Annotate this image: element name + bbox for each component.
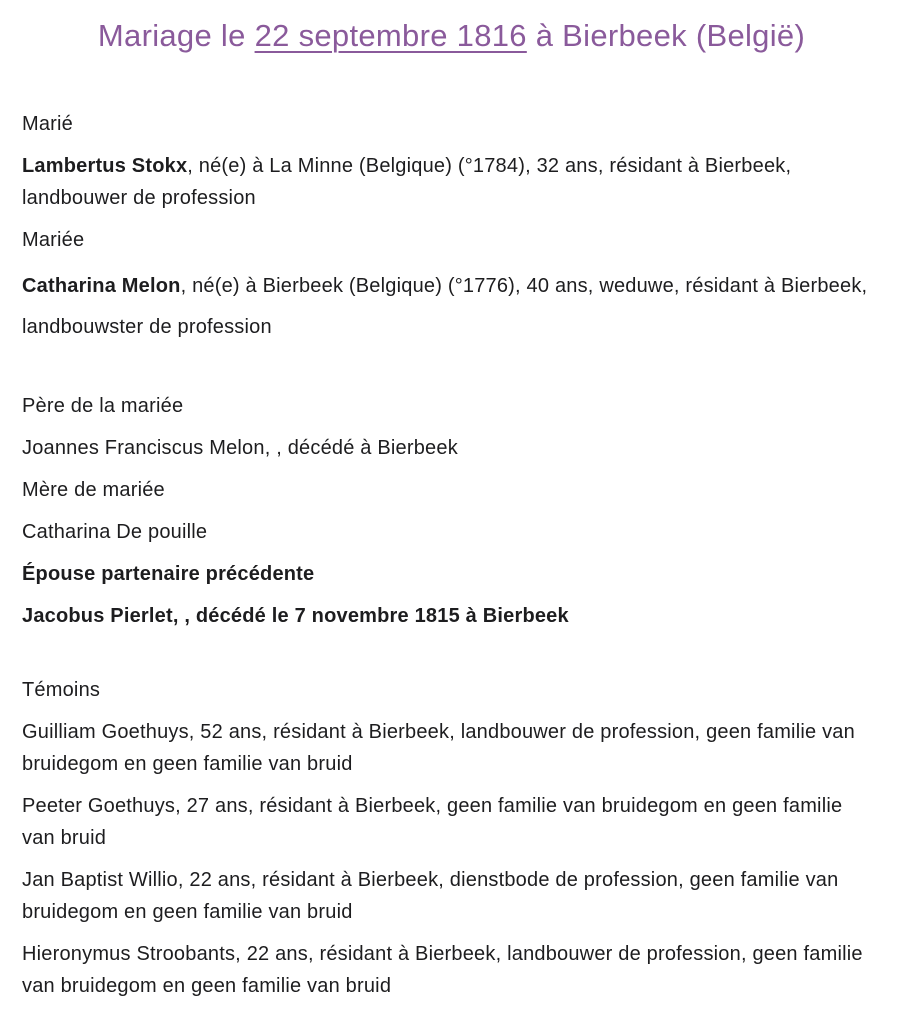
- witness-item: Peeter Goethuys, 27 ans, résidant à Bierbeek, geen familie van bruidegom en geen familie van bruid: [22, 795, 843, 849]
- witness-item: Jan Baptist Willio, 22 ans, résidant à Bierbeek, dienstbode de profession, geen familie van bruidegom en geen familie van bruid: [22, 869, 839, 923]
- groom-name: Lambertus Stokx: [22, 155, 188, 177]
- groom-heading: Marié: [22, 113, 74, 135]
- groom-section: [22, 108, 881, 214]
- title-date-link[interactable]: 22 septembre 1816: [254, 18, 527, 53]
- father-of-bride-value: Joannes Franciscus Melon, , décédé à Bierbeek: [22, 437, 458, 459]
- page-title: [22, 16, 881, 56]
- mother-of-bride-value: Catharina De pouille: [22, 521, 208, 543]
- witness-item: Guilliam Goethuys, 52 ans, résidant à Bierbeek, landbouwer de profession, geen familie van bruidegom en geen familie van bruid: [22, 721, 855, 775]
- previous-spouse-label: Épouse partenaire précédente: [22, 563, 315, 585]
- witnesses-section: [22, 674, 881, 1002]
- witnesses-heading: Témoins: [22, 679, 101, 701]
- bride-name: Catharina Melon: [22, 275, 181, 297]
- previous-spouse-value: Jacobus Pierlet, , décédé le 7 novembre 1815 à Bierbeek: [22, 605, 569, 627]
- bride-section: [22, 224, 881, 348]
- family-section: [22, 390, 881, 632]
- bride-heading: Mariée: [22, 229, 85, 251]
- father-of-bride-label: Père de la mariée: [22, 395, 184, 417]
- title-prefix: Mariage le: [97, 18, 255, 53]
- bride-description: [22, 266, 872, 348]
- title-suffix: à Bierbeek (België): [526, 18, 806, 53]
- groom-details: , né(e) à La Minne (Belgique) (°1784), 32 ans, résidant à Bierbeek, landbouwer de profession: [22, 155, 792, 209]
- groom-description: [22, 150, 872, 214]
- mother-of-bride-label: Mère de mariée: [22, 479, 165, 501]
- bride-details: , né(e) à Bierbeek (Belgique) (°1776), 40 ans, weduwe, résidant à Bierbeek, landbouwster de profession: [22, 275, 868, 338]
- witness-item: Hieronymus Stroobants, 22 ans, résidant à Bierbeek, landbouwer de profession, geen familie van bruidegom en geen familie van bruid: [22, 943, 863, 997]
